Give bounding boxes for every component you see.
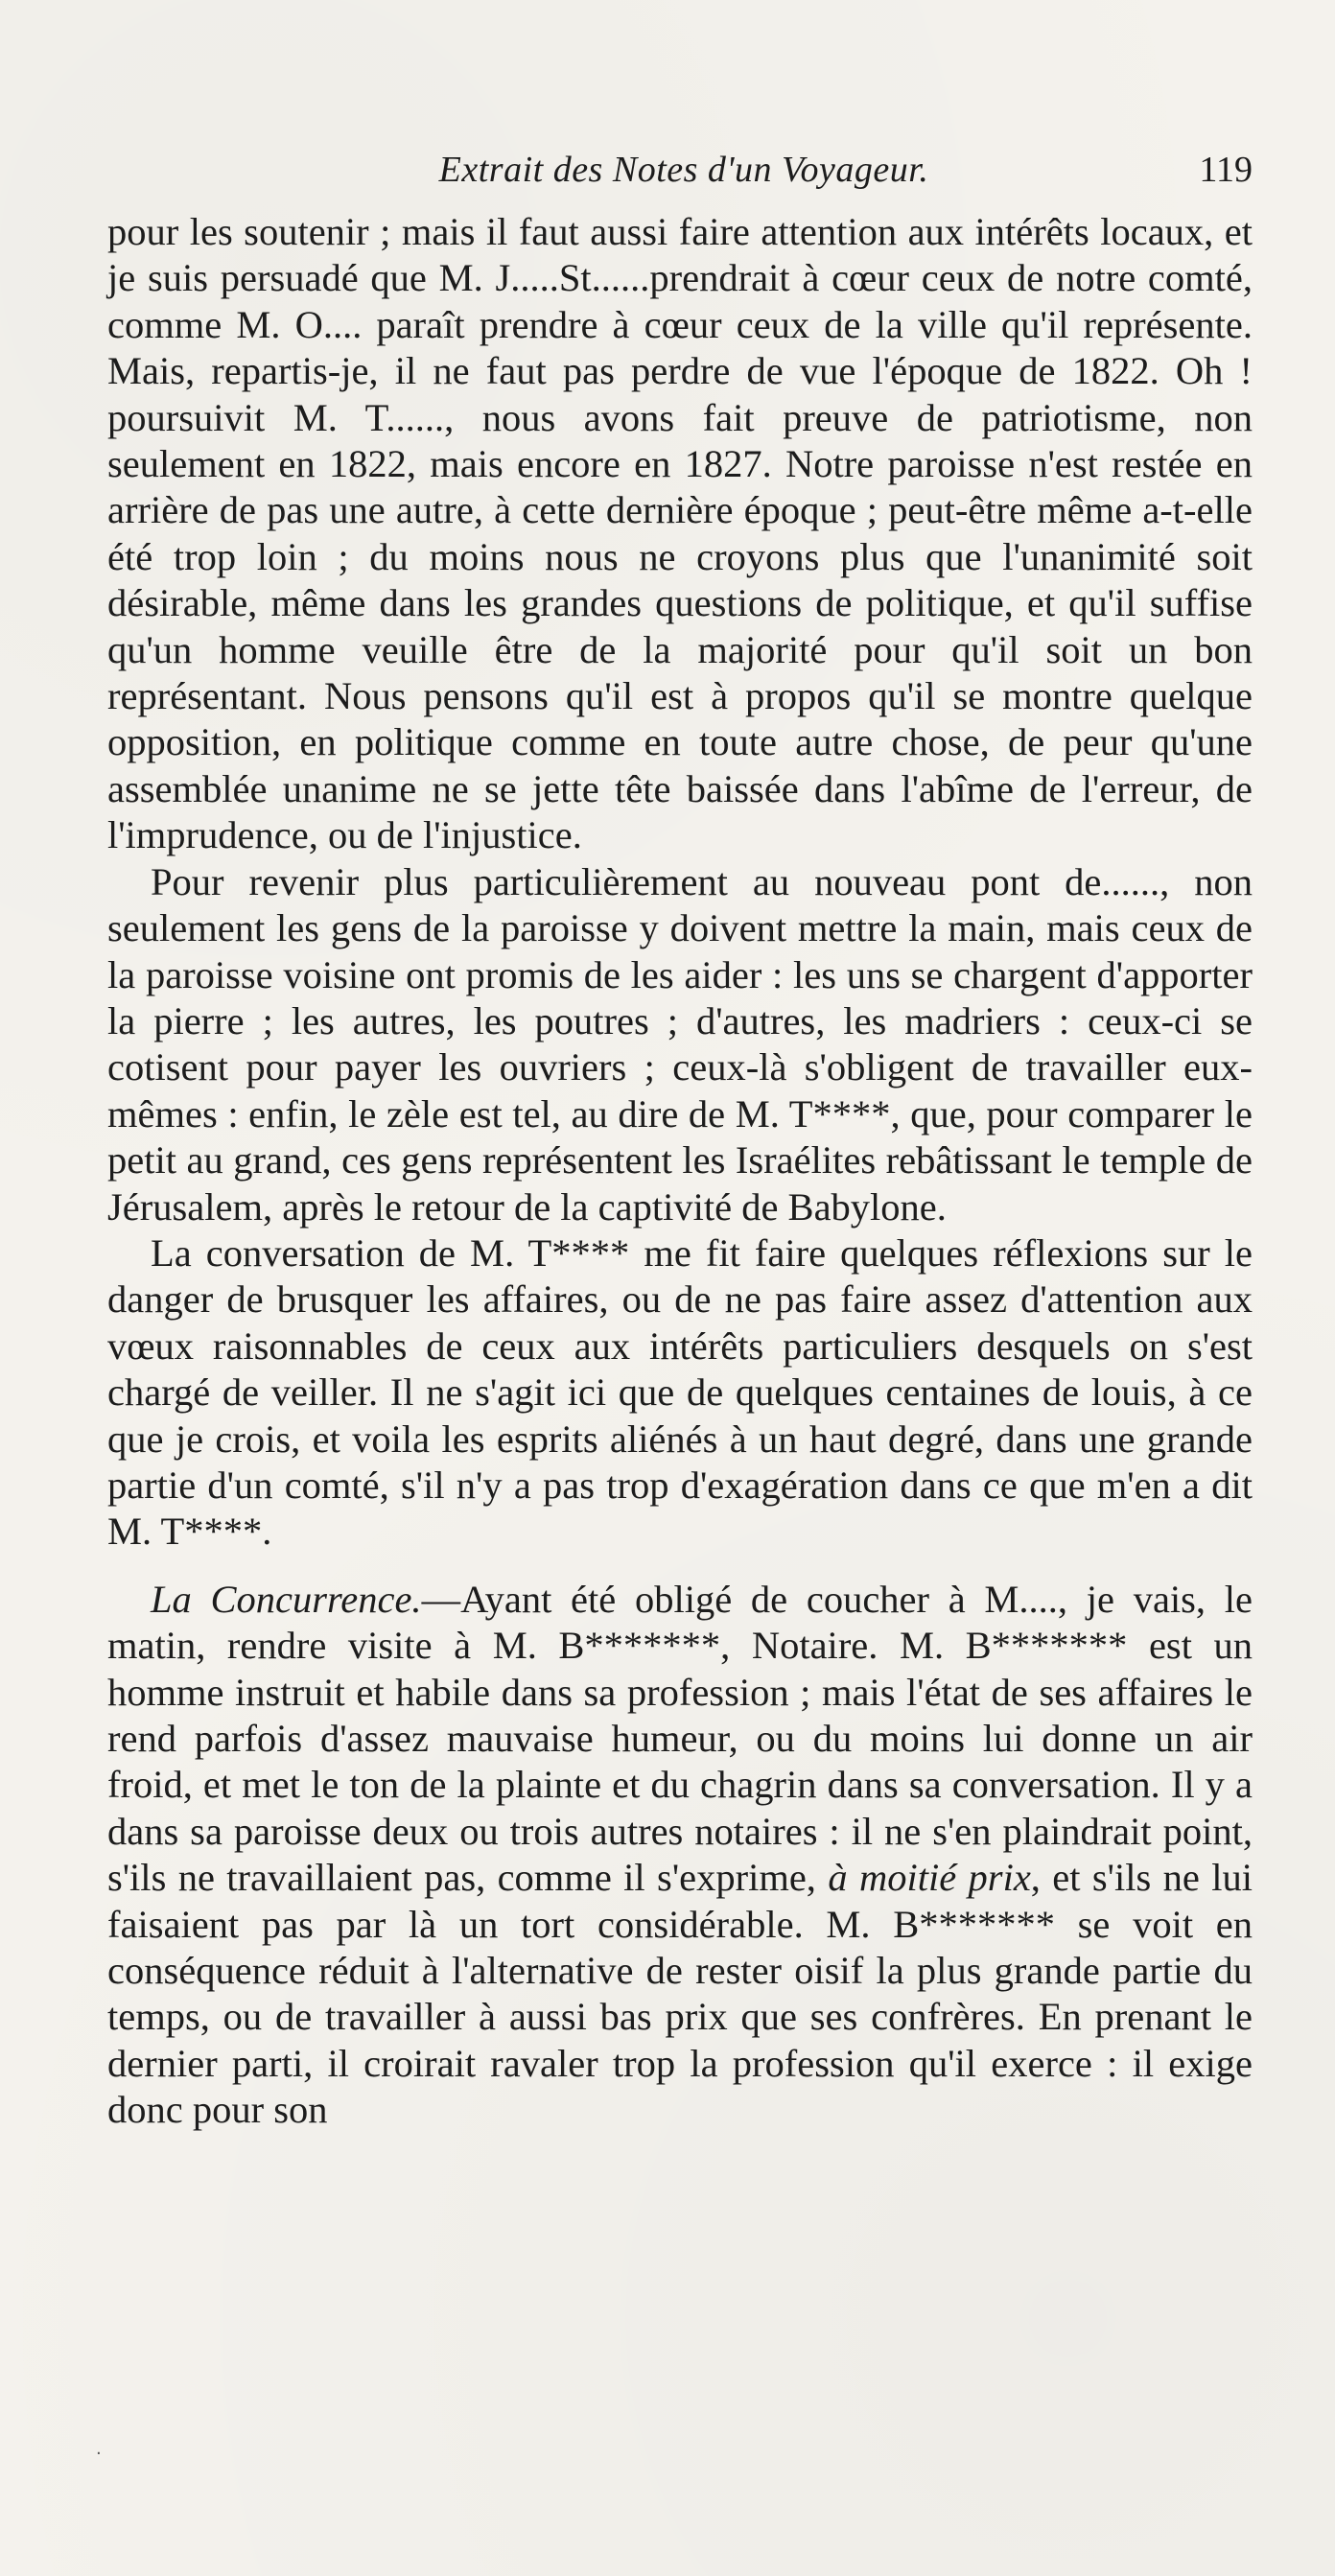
paragraph-concurrence-text-a: —Ayant été obligé de coucher à M...., je vais, le matin, rendre visite à M. B*******, Notaire. M. B******* est un homme instruit et habile dans sa profession ; mais l'état de ses affaires le rend parfois d'assez mauvaise humeur, ou du moins lui donne un air froid, et met le ton de la plainte et du chagrin dans sa conversation. Il y a dans sa paroisse deux ou trois autres notaires : il ne s'en plaindrait point, s'ils ne travaillaient pas, comme il s'exprime, (107, 1577, 1253, 1900)
section-lead: La Concurrence. (151, 1577, 422, 1621)
running-title: Extrait des Notes d'un Voyageur. (438, 150, 929, 190)
ink-speck: · (96, 2444, 102, 2464)
italic-phrase: à moitié prix (828, 1856, 1031, 1900)
paragraph-new-bridge: Pour revenir plus particulièrement au nouveau pont de......, non seulement les gens de la paroisse y doivent mettre la main, mais ceux de la paroisse voisine ont promis de les aider : les uns se chargent d'apporter la pierre ; les autres, les poutres ; d'autres, les madriers : ceux-ci se cotisent pour payer les ouvriers ; ceux-là s'obligent de travailler eux-mêmes : enfin, le zèle est tel, au dire de M. T****, que, pour comparer le petit au grand, ces gens représentent les Israélites rebâtissant le temple de Jérusalem, après le retour de la captivité de Babylone. (107, 859, 1253, 1229)
body-text (107, 209, 1253, 2134)
paragraph-concurrence-text-b: , et s'ils ne lui faisaient pas par là un tort considérable. M. B******* se voit en conséquence réduit à l'alternative de rester oisif la plus grande partie du temps, ou de travailler à aussi bas prix que ses confrères. En prenant le dernier parti, il croirait ravaler trop la profession qu'il exerce : il exige donc pour son (107, 1856, 1253, 2132)
page-number: 119 (1199, 150, 1253, 190)
running-head (115, 146, 1253, 194)
paragraph-continued: pour les soutenir ; mais il faut aussi faire attention aux intérêts locaux, et je suis persuadé que M. J.....St......prendrait à cœur ceux de notre comté, comme M. O.... paraît prendre à cœur ceux de la ville qu'il représente. Mais, repartis-je, il ne faut pas perdre de vue l'époque de 1822. Oh ! poursuivit M. T......, nous avons fait preuve de patriotisme, non seulement en 1822, mais encore en 1827. Notre paroisse n'est restée en arrière de pas une autre, à cette dernière époque ; peut-être même a-t-elle été trop loin ; du moins nous ne croyons plus que l'unanimité soit désirable, même dans les grandes questions de politique, et qu'il suffise qu'un homme veuille être de la majorité pour qu'il soit un bon représentant. Nous pensons qu'il est à propos qu'il se montre quelque opposition, en politique comme en toute autre chose, de peur qu'une assemblée unanime ne se jette tête baissée dans l'abîme de l'erreur, de l'imprudence, ou de l'injustice. (107, 210, 1253, 857)
paragraph-conversation: La conversation de M. T**** me fit faire quelques réflexions sur le danger de brusquer les affaires, ou de ne pas faire assez d'attention aux vœux raisonnables de ceux aux intérêts particuliers desquels on s'est chargé de veiller. Il ne s'agit ici que de quelques centaines de louis, à ce que je crois, et voila les esprits aliénés à un haut degré, dans une grande partie d'un comté, s'il n'y a pas trop d'exagération dans ce que m'en a dit M. T****. (107, 1230, 1253, 1554)
paragraph-concurrence (107, 1577, 1253, 2134)
